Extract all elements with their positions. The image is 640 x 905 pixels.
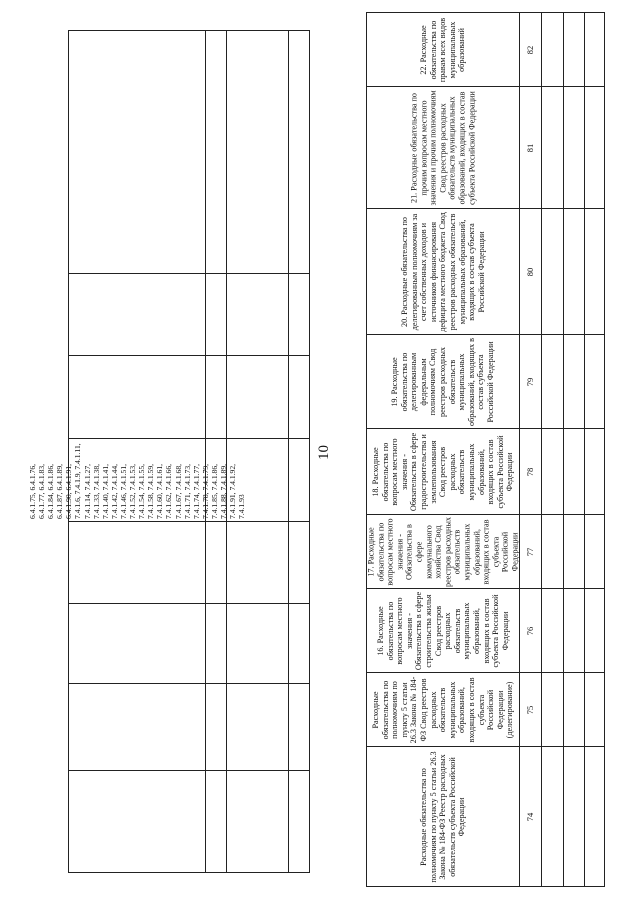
column-header: 19. Расходные обязательства по делегированным федеральным полномочиям Свод реестров расходных обязательств муниципальных образований, входящих в состав субъекта Российской Федерации [390, 337, 496, 426]
column-number: 81 [524, 143, 535, 152]
continuation-table [27, 30, 310, 873]
column-number: 74 [524, 812, 535, 821]
column-number: 75 [524, 705, 535, 714]
page-number: 10 [315, 444, 332, 460]
column-header: Расходные обязательства по полномочиям по пункту 5 статьи 26.3 Закона № 184-ФЗ Свод реестров расходных обязательств муниципальных образований, входящих в состав субъекта Российской Федерации (делегирование) [371, 676, 515, 743]
column-header: 18. Расходные обязательства по вопросам местного значения - Обязательства в сфере градостроительства и землепользования Свод реестров расходных обязательств муниципальных образований, входящих в состав субъекта Российской Федерации [371, 432, 515, 511]
column-header: 21. Расходные обязательства по прочим вопросам местного значения и прочим полномочиям Свод реестров расходных обязательств муниципальных образований, входящих в состав субъекта Российской Федерации [409, 89, 476, 206]
column-header: 17. Расходные обязательства по вопросам местного значения - Обязательства в сфере коммунального хозяйства Свод реестров расходных обязательств муниципальных образований, входящих в состав субъекта Российской Федерации [366, 516, 520, 587]
column-number: 79 [524, 377, 535, 386]
column-number: 77 [524, 547, 535, 556]
column-header: 20. Расходные обязательства по делегированным полномочиям за счет собственных доходов и источников финансирования дефицита местного бюджета Свод реестров расходных обязательств муниципальных образований, входящих в состав субъекта Российской Федерации [399, 211, 486, 332]
column-number: 80 [524, 267, 535, 276]
column-header: 22. Расходные обязательства по правам всех видов муниципальных образований [419, 17, 467, 82]
column-header: Расходные обязательства по полномочиям по пункту 5 статьи 26.3 Закона № 184-ФЗ Реестр расходных обязательств субъекта Российской Федерации [419, 750, 467, 883]
obligations-table [366, 12, 605, 887]
column-number: 82 [524, 45, 535, 54]
column-number: 78 [524, 467, 535, 476]
column-header: 16. Расходные обязательства по вопросам местного значения - Обязательства в сфере строительства жилья Свод реестров расходных обязательств муниципальных образований, входящих в состав субъекта Российской Федерации [375, 591, 510, 670]
column-number: 76 [524, 626, 535, 635]
codes-cell: 6.4.1.75, 6.4.1.76, 6.4.1.77, 6.4.1.83, 6.4.1.84, 6.4.1.86, 6.4.1.87, 6.4.1.89, 6.4.1.90, 6.4.1.91, 7.4.1.6, 7.4.1.9, 7.4.1.11, 7.4.1.14, 7.4.1.27, 7.4.1.33, 7.4.1.38, 7.4.1.40, 7.4.1.41, 7.4.1.42, 7.4.1.44, 7.4.1.46, 7.4.1.51, 7.4.1.52, 7.4.1.53, 7.4.1.54, 7.4.1.55, 7.4.1.58, 7.4.1.59, 7.4.1.60, 7.4.1.61, 7.4.1.62, 7.4.1.66, 7.4.1.67, 7.4.1.68, 7.4.1.71, 7.4.1.73, 7.4.1.74, 7.4.1.77, 7.4.1.78, 7.4.1.79, 7.4.1.85, 7.4.1.86, 7.4.1.88, 7.4.1.89, 7.4.1.91, 7.4.1.92, 7.4.1.93 [27, 443, 247, 519]
